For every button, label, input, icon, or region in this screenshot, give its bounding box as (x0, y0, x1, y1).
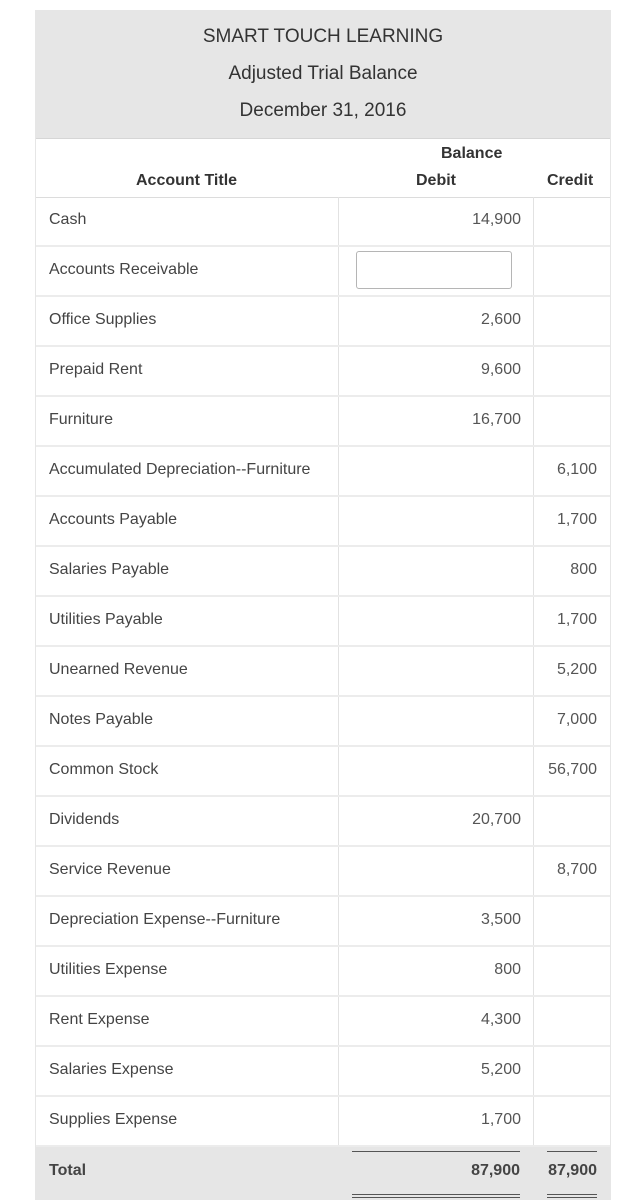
account-title-cell (36, 747, 338, 795)
credit-cell (533, 847, 609, 895)
total-debit-value: 87,900 (471, 1162, 520, 1179)
credit-cell (533, 247, 609, 295)
credit-cell (533, 947, 609, 995)
debit-cell (338, 447, 534, 495)
table-row (36, 297, 610, 347)
credit-value: 1,700 (556, 611, 597, 628)
account-title-cell (36, 947, 338, 995)
account-title: Salaries Payable (49, 561, 170, 578)
account-title-cell (36, 1097, 338, 1145)
account-title: Unearned Revenue (49, 661, 188, 678)
debit-cell (338, 897, 534, 945)
account-rows (36, 197, 610, 1147)
account-title: Utilities Payable (49, 611, 163, 628)
table-row (36, 547, 610, 597)
account-title-cell (36, 1047, 338, 1095)
debit-value: 2,600 (480, 311, 521, 328)
total-debit-cell (338, 1147, 532, 1200)
debit-cell (338, 847, 534, 895)
credit-cell (533, 297, 609, 345)
credit-cell (533, 397, 609, 445)
account-title-cell (36, 697, 338, 745)
total-credit-double-rule (547, 1194, 597, 1198)
debit-value: 14,900 (472, 211, 521, 228)
account-title-cell (36, 797, 338, 845)
account-title: Utilities Expense (49, 961, 168, 978)
account-title-cell (36, 397, 338, 445)
table-row (36, 597, 610, 647)
debit-cell (338, 397, 534, 445)
table-row (36, 997, 610, 1047)
table-row (36, 647, 610, 697)
total-credit-single-rule (547, 1151, 597, 1152)
debit-value: 16,700 (472, 411, 521, 428)
trial-balance-worksheet (35, 10, 611, 1200)
total-credit-cell (533, 1147, 609, 1200)
credit-value: 56,700 (548, 761, 597, 778)
debit-value: 9,600 (480, 361, 521, 378)
account-title: Accumulated Depreciation--Furniture (49, 461, 311, 478)
account-title: Prepaid Rent (49, 361, 143, 378)
account-title: Furniture (49, 411, 114, 428)
balance-group-header: Balance (441, 145, 503, 162)
credit-cell (533, 1047, 609, 1095)
table-row (36, 947, 610, 997)
column-headers (36, 139, 610, 198)
debit-cell (338, 497, 534, 545)
credit-cell (533, 347, 609, 395)
credit-cell (533, 747, 609, 795)
statement-header (36, 10, 610, 139)
statement-title: Adjusted Trial Balance (228, 63, 418, 84)
debit-value: 20,700 (472, 811, 521, 828)
debit-cell (338, 647, 534, 695)
credit-cell (533, 597, 609, 645)
account-title-cell (36, 597, 338, 645)
credit-cell (533, 197, 609, 245)
debit-value: 5,200 (480, 1061, 521, 1078)
debit-cell (338, 947, 534, 995)
account-title-cell (36, 997, 338, 1045)
credit-value: 6,100 (556, 461, 597, 478)
account-title: Common Stock (49, 761, 159, 778)
credit-value: 800 (570, 561, 597, 578)
debit-cell (338, 597, 534, 645)
credit-cell (533, 1097, 609, 1145)
account-title-header: Account Title (136, 172, 238, 189)
credit-value: 7,000 (556, 711, 597, 728)
account-title: Rent Expense (49, 1011, 150, 1028)
table-row (36, 1047, 610, 1097)
account-title-cell (36, 247, 338, 295)
account-title: Supplies Expense (49, 1111, 178, 1128)
credit-value: 8,700 (556, 861, 597, 878)
account-title-cell (36, 847, 338, 895)
total-debit-single-rule (352, 1151, 520, 1152)
account-title: Service Revenue (49, 861, 171, 878)
account-title: Accounts Receivable (49, 261, 199, 278)
credit-cell (533, 647, 609, 695)
table-row (36, 747, 610, 797)
debit-header: Debit (416, 172, 456, 189)
account-title-cell (36, 897, 338, 945)
total-credit-value: 87,900 (548, 1162, 597, 1179)
debit-cell (338, 247, 534, 295)
credit-cell (533, 797, 609, 845)
account-title: Salaries Expense (49, 1061, 174, 1078)
account-title: Notes Payable (49, 711, 154, 728)
total-debit-double-rule (352, 1194, 520, 1198)
debit-cell (338, 697, 534, 745)
debit-value: 4,300 (480, 1011, 521, 1028)
table-row (36, 447, 610, 497)
account-title-cell (36, 647, 338, 695)
credit-cell (533, 697, 609, 745)
debit-value: 3,500 (480, 911, 521, 928)
accounts-receivable-debit-input[interactable] (356, 251, 512, 289)
debit-cell (338, 997, 534, 1045)
credit-cell (533, 547, 609, 595)
account-title: Dividends (49, 811, 120, 828)
statement-date: December 31, 2016 (239, 100, 407, 121)
account-title: Office Supplies (49, 311, 157, 328)
debit-value: 800 (494, 961, 521, 978)
debit-cell (338, 747, 534, 795)
table-row (36, 797, 610, 847)
credit-cell (533, 447, 609, 495)
table-row (36, 197, 610, 247)
credit-value: 5,200 (556, 661, 597, 678)
table-row (36, 397, 610, 447)
account-title-cell (36, 197, 338, 245)
debit-cell (338, 347, 534, 395)
total-label: Total (49, 1162, 87, 1179)
debit-cell (338, 1097, 534, 1145)
table-row (36, 847, 610, 897)
debit-cell (338, 297, 534, 345)
account-title-cell (36, 547, 338, 595)
debit-cell (338, 197, 534, 245)
account-title: Accounts Payable (49, 511, 178, 528)
credit-cell (533, 997, 609, 1045)
account-title: Cash (49, 211, 87, 228)
table-row (36, 897, 610, 947)
account-title: Depreciation Expense--Furniture (49, 911, 281, 928)
credit-value: 1,700 (556, 511, 597, 528)
account-title-cell (36, 347, 338, 395)
table-row (36, 497, 610, 547)
account-title-cell (36, 447, 338, 495)
table-row (36, 247, 610, 297)
credit-cell (533, 897, 609, 945)
table-row (36, 1097, 610, 1147)
credit-header: Credit (547, 172, 594, 189)
credit-cell (533, 497, 609, 545)
debit-cell (338, 797, 534, 845)
debit-value: 1,700 (480, 1111, 521, 1128)
account-title-cell (36, 497, 338, 545)
table-row (36, 697, 610, 747)
table-row (36, 347, 610, 397)
company-name: SMART TOUCH LEARNING (202, 26, 444, 47)
debit-cell (338, 547, 534, 595)
total-row (36, 1147, 610, 1200)
account-title-cell (36, 297, 338, 345)
debit-cell (338, 1047, 534, 1095)
